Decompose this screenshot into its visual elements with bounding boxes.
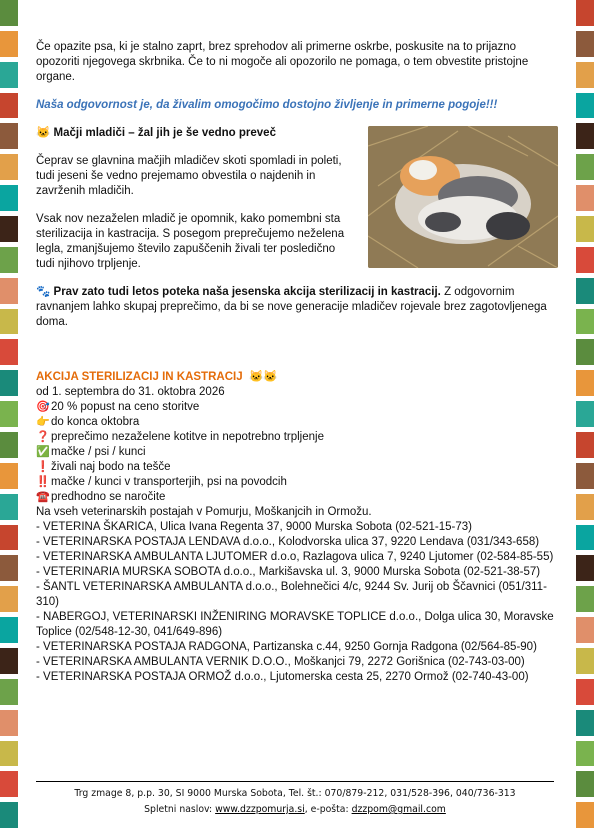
double-exclamation-icon: ‼️	[36, 476, 50, 488]
campaign-item-text: mačke / kunci v transporterjih, psi na povodcih	[51, 476, 287, 488]
pointing-hand-icon: 👉	[36, 416, 50, 428]
campaign-item-text: mačke / psi / kunci	[51, 446, 146, 458]
stripe-block	[576, 617, 594, 648]
stripe-block	[576, 463, 594, 494]
stripe-block	[576, 648, 594, 679]
stripe-block	[0, 31, 18, 62]
stripe-block	[576, 586, 594, 617]
campaign-item-text: 20 % popust na ceno storitve	[51, 401, 200, 413]
campaign-announcement: Prav zato tudi letos poteka naša jesenska akcija sterilizacij in kastracij.	[53, 286, 441, 298]
campaign-item-text: predhodno se naročite	[51, 491, 166, 503]
stripe-block	[0, 525, 18, 556]
question-mark-icon: ❓	[36, 431, 50, 443]
stripe-block	[576, 309, 594, 340]
vet-list-item: - VETERINARSKA POSTAJA RADGONA, Partizanska c.44, 9250 Gornja Radgona (02/564-85-90)	[36, 641, 537, 653]
stripe-block	[0, 617, 18, 648]
stripe-block	[576, 62, 594, 93]
campaign-item	[36, 430, 558, 445]
stripe-block	[0, 247, 18, 278]
stripe-block	[0, 0, 18, 31]
campaign-locations-intro: Na vseh veterinarskih postajah v Pomurju, Moškanjcih in Ormožu.	[36, 506, 372, 518]
stripe-block	[576, 216, 594, 247]
stripe-block	[576, 494, 594, 525]
kittens-paragraph-2: Vsak nov nezaželen mladič je opomnik, kako pomembni sta sterilizacija in kastracija. S posegom preprečujemo neželena legla, zmanjšujemo število zapuščenih živali ter posledično tudi njihovo trpljenje.	[36, 213, 345, 270]
footer-contacts	[36, 802, 554, 818]
stripe-block	[0, 93, 18, 124]
stripe-block	[0, 185, 18, 216]
campaign-item	[36, 415, 558, 430]
stripe-block	[576, 93, 594, 124]
paw-prints-icon: 🐾	[36, 286, 51, 298]
stripe-block	[0, 771, 18, 802]
footer-web-label: Spletni naslov:	[144, 804, 216, 815]
kittens-illustration	[368, 126, 558, 268]
campaign-item-text: do konca oktobra	[51, 416, 140, 428]
left-decorative-stripe	[0, 0, 18, 833]
stripe-block	[576, 401, 594, 432]
stripe-block	[576, 185, 594, 216]
cat-face-icon: 🐱	[36, 127, 51, 139]
campaign-items-list	[36, 400, 558, 505]
stripe-block	[0, 216, 18, 247]
vet-list-item: - VETERINARSKA AMBULANTA VERNIK D.O.O., Moškanjci 79, 2272 Gorišnica (02-743-03-00)	[36, 656, 525, 668]
stripe-block	[0, 710, 18, 741]
stripe-block	[0, 278, 18, 309]
vet-list-item: - VETERINARSKA AMBULANTA LJUTOMER d.o.o, Razlagova ulica 7, 9240 Ljutomer (02-584-85-55)	[36, 551, 554, 563]
stripe-block	[576, 555, 594, 586]
stripe-block	[0, 741, 18, 772]
vet-list-item: - VETERINARSKA POSTAJA LENDAVA d.o.o., Kolodvorska ulica 37, 9220 Lendava (031/343-658)	[36, 536, 540, 548]
footer	[36, 781, 554, 818]
campaign-dates: od 1. septembra do 31. oktobra 2026	[36, 386, 225, 398]
website-link[interactable]: www.dzzpomurja.si	[215, 804, 305, 815]
footer-address: Trg zmage 8, p.p. 30, SI 9000 Murska Sobota, Tel. št.: 070/879-212, 031/528-396, 040/736-313	[74, 788, 516, 799]
campaign-section	[36, 370, 558, 685]
kittens-heading-text: Mačji mladiči – žal jih je še vedno preveč	[53, 127, 276, 139]
campaign-item	[36, 490, 558, 505]
stripe-block	[576, 123, 594, 154]
slogan: Naša odgovornost je, da živalim omogočimo dostojno življenje in primerne pogoje!!!	[36, 99, 498, 111]
stripe-block	[0, 494, 18, 525]
vet-list-item: - VETERINA ŠKARICA, Ulica Ivana Regenta 37, 9000 Murska Sobota (02-521-15-73)	[36, 521, 472, 533]
check-icon: ✅	[36, 446, 50, 458]
stripe-block	[0, 370, 18, 401]
campaign-item	[36, 475, 558, 490]
stripe-block	[0, 309, 18, 340]
kittens-paragraph-1: Čeprav se glavnina mačjih mladičev skoti spomladi in poleti, tudi jeseni še vedno prejemamo obvestila o najdenih in zavrženih mladičih.	[36, 155, 342, 197]
stripe-block	[576, 31, 594, 62]
kittens-section	[36, 126, 558, 330]
campaign-item-text: živali naj bodo na tešče	[51, 461, 171, 473]
stripe-block	[576, 771, 594, 802]
stripe-block	[0, 679, 18, 710]
stripe-block	[576, 741, 594, 772]
vet-list-item: - NABERGOJ, VETERINARSKI INŽENIRING MORAVSKE TOPLICE d.o.o., Dolga ulica 30, Moravske Toplice (02/548-12-30, 041/649-896)	[36, 611, 554, 638]
vet-list-item: - ŠANTL VETERINARSKA AMBULANTA d.o.o., Bolehnečici 4/c, 9244 Sv. Jurij ob Ščavnici (051/311-310)	[36, 581, 547, 608]
stripe-block	[0, 123, 18, 154]
stripe-block	[576, 432, 594, 463]
campaign-title: AKCIJA STERILIZACIJ IN KASTRACIJ	[36, 371, 243, 383]
intro-paragraph: Če opazite psa, ki je stalno zaprt, brez sprehodov ali primerne oskrbe, poskusite na to prijazno opozoriti njegovega skrbnika. Če to ni mogoče ali opozorilo ne pomaga, o tem obvestite pristojne organe.	[36, 41, 529, 83]
stripe-block	[0, 154, 18, 185]
kittens-heading	[36, 126, 356, 141]
stripe-block	[0, 62, 18, 93]
stripe-block	[0, 586, 18, 617]
stripe-block	[0, 339, 18, 370]
target-icon: 🎯	[36, 401, 50, 413]
page-content	[36, 40, 558, 685]
stripe-block	[576, 278, 594, 309]
footer-mail-label: , e-pošta:	[304, 804, 352, 815]
stripe-block	[0, 648, 18, 679]
stripe-block	[576, 679, 594, 710]
stripe-block	[576, 525, 594, 556]
stripe-block	[0, 555, 18, 586]
telephone-icon: ☎️	[36, 491, 50, 503]
campaign-item	[36, 460, 558, 475]
campaign-heading	[36, 370, 558, 385]
vet-list-item: - VETERINARSKA POSTAJA ORMOŽ d.o.o., Ljutomerska cesta 25, 2270 Ormož (02-740-43-00)	[36, 671, 529, 683]
cat-faces-icon: 🐱🐱	[248, 371, 278, 383]
stripe-block	[0, 401, 18, 432]
stripe-block	[576, 247, 594, 278]
kittens-paragraph-3	[36, 285, 558, 330]
stripe-block	[576, 802, 594, 833]
stripe-block	[0, 463, 18, 494]
stripe-block	[576, 710, 594, 741]
stripe-block	[576, 0, 594, 31]
stripe-block	[576, 339, 594, 370]
campaign-item	[36, 400, 558, 415]
exclamation-icon: ❗	[36, 461, 50, 473]
email-link[interactable]: dzzpom@gmail.com	[351, 804, 446, 815]
campaign-item-text: preprečimo nezaželene kotitve in nepotrebno trpljenje	[51, 431, 324, 443]
stripe-block	[576, 154, 594, 185]
vet-list-item: - VETERINARIA MURSKA SOBOTA d.o.o., Markišavska ul. 3, 9000 Murska Sobota (02-521-38-57)	[36, 566, 541, 578]
kittens-text	[36, 126, 356, 272]
stripe-block	[576, 370, 594, 401]
kittens-photo	[368, 126, 558, 268]
vet-list	[36, 520, 558, 685]
stripe-block	[0, 802, 18, 833]
stripe-block	[0, 432, 18, 463]
campaign-announcement-rest: Z odgovornim ravnanjem lahko skupaj preprečimo, da bi se nove generacije mladičev rojevale brez zagotovljenega doma.	[36, 286, 547, 328]
right-decorative-stripe	[576, 0, 594, 833]
campaign-item	[36, 445, 558, 460]
